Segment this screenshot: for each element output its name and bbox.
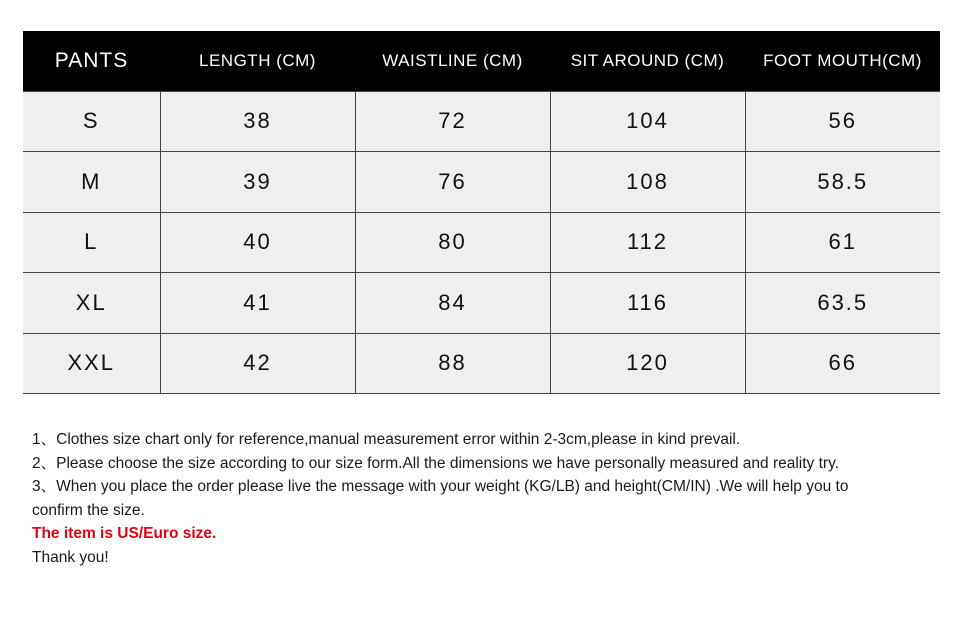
note-reference: 1、Clothes size chart only for reference,manual measurement error within 2-3cm,please in kind prevail. <box>32 431 741 448</box>
header-length: LENGTH (CM) <box>160 31 355 91</box>
sit-around-cell: 120 <box>550 333 745 394</box>
sit-around-cell: 116 <box>550 273 745 334</box>
length-cell: 39 <box>160 152 355 213</box>
length-cell: 42 <box>160 333 355 394</box>
length-cell: 41 <box>160 273 355 334</box>
sit-around-cell: 112 <box>550 212 745 273</box>
waistline-cell: 80 <box>355 212 550 273</box>
length-cell: 38 <box>160 91 355 152</box>
header-foot-mouth: FOOT MOUTH(CM) <box>745 31 940 91</box>
thank-you-text: Thank you! <box>32 548 109 566</box>
table-header-row <box>23 31 940 91</box>
header-sit-around: SIT AROUND (CM) <box>550 31 745 91</box>
size-warning: The item is US/Euro size. <box>32 525 217 542</box>
foot-mouth-cell: 56 <box>745 91 940 152</box>
sit-around-cell: 104 <box>550 91 745 152</box>
waistline-cell: 76 <box>355 152 550 213</box>
note-leave-message: 3、When you place the order please live the message with your weight (KG/LB) and height(CM/IN) .We will help you to confirm the size. <box>32 478 849 519</box>
sit-around-cell: 108 <box>550 152 745 213</box>
size-cell: S <box>23 91 160 152</box>
waistline-cell: 88 <box>355 333 550 394</box>
note-choose-size: 2、Please choose the size according to our size form.All the dimensions we have personally measured and reality try. <box>32 454 839 472</box>
size-cell: L <box>23 212 160 273</box>
waistline-cell: 72 <box>355 91 550 152</box>
length-cell: 40 <box>160 212 355 273</box>
size-cell: M <box>23 152 160 213</box>
table-row <box>23 333 940 394</box>
foot-mouth-cell: 63.5 <box>745 273 940 334</box>
size-cell: XL <box>23 273 160 334</box>
table-row <box>23 273 940 334</box>
foot-mouth-cell: 58.5 <box>745 152 940 213</box>
foot-mouth-cell: 61 <box>745 212 940 273</box>
foot-mouth-cell: 66 <box>745 333 940 394</box>
header-waistline: WAISTLINE (CM) <box>355 31 550 91</box>
waistline-cell: 84 <box>355 273 550 334</box>
table-row <box>23 152 940 213</box>
size-cell: XXL <box>23 333 160 394</box>
table-row <box>23 91 940 152</box>
size-notes <box>32 428 852 569</box>
table-row <box>23 212 940 273</box>
header-pants: PANTS <box>23 31 160 91</box>
size-chart-table <box>23 31 940 394</box>
